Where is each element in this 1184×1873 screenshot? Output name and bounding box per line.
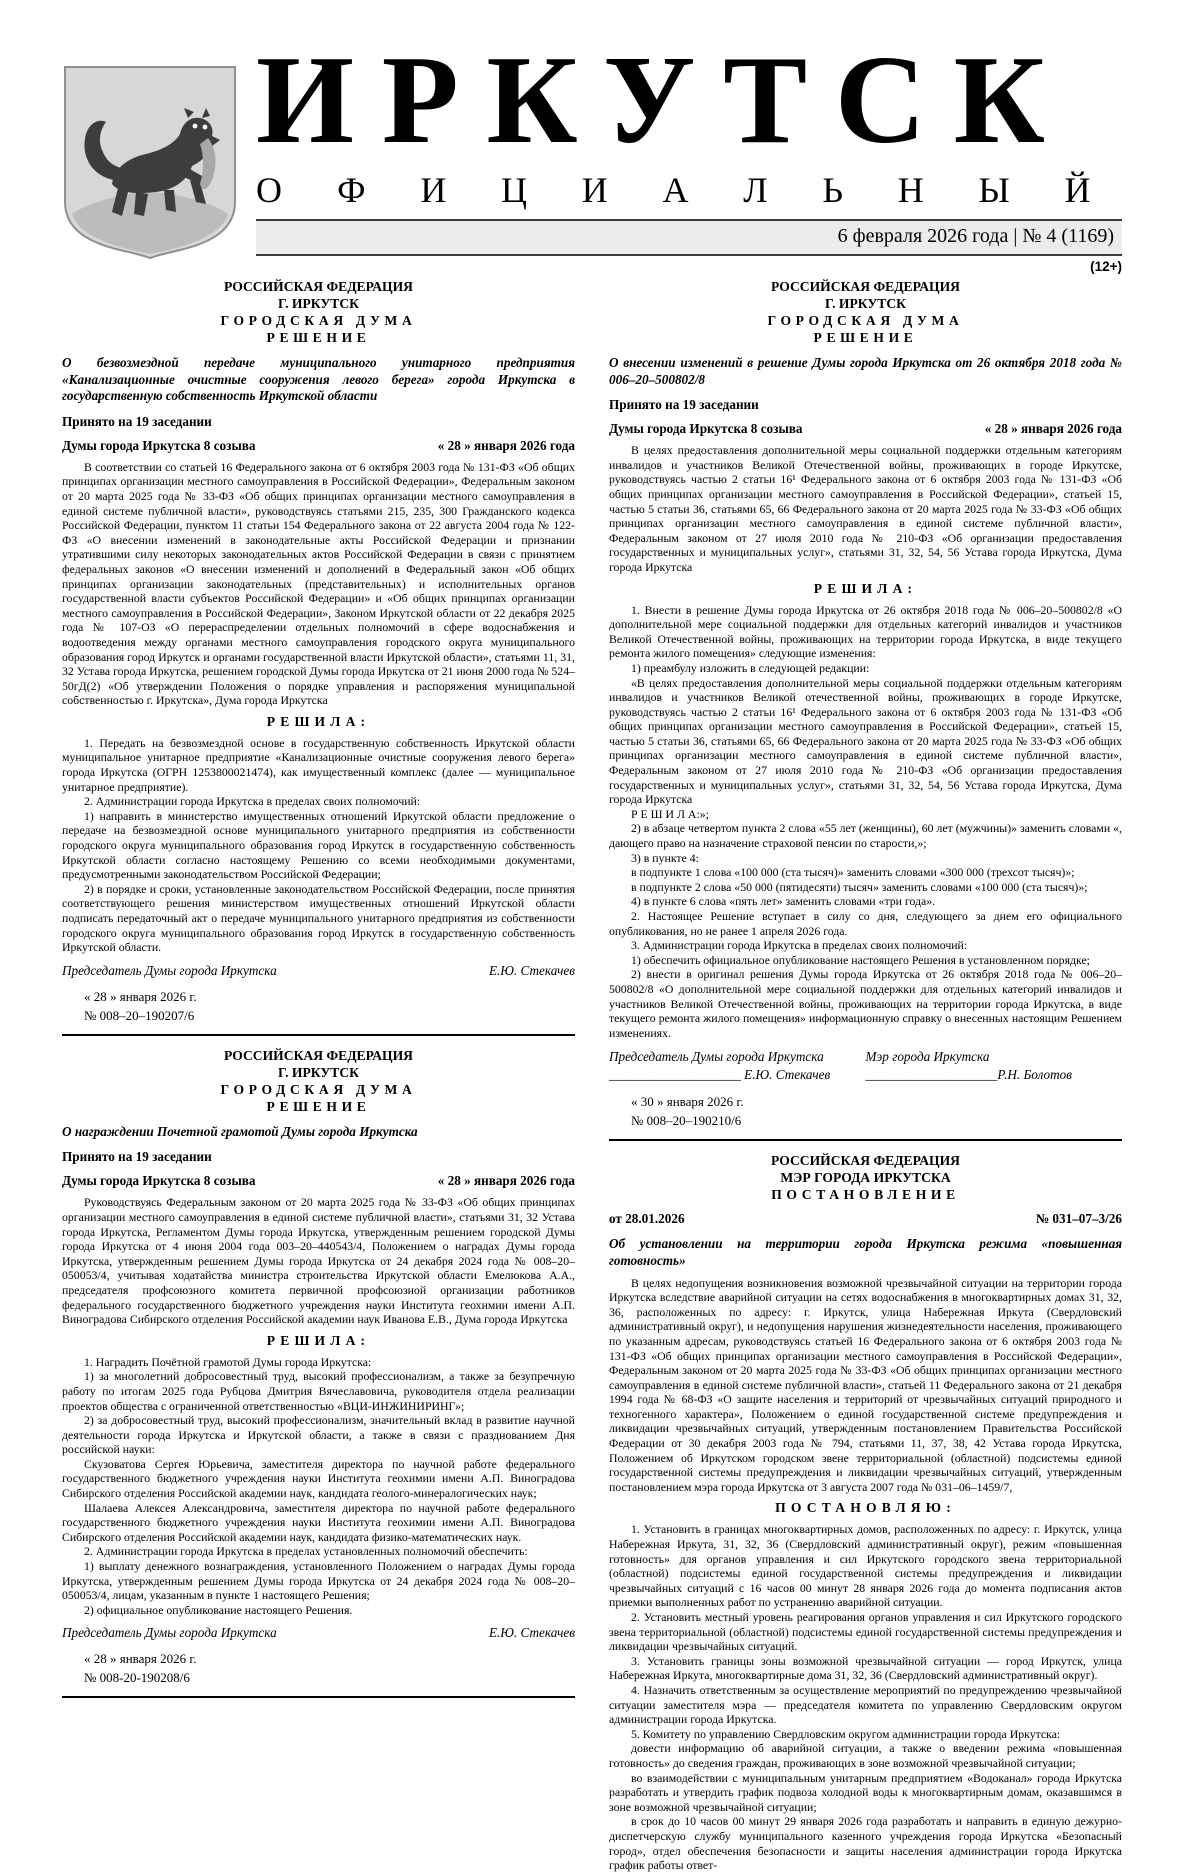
resolution-item: 1) за многолетний добросовестный труд, высокий профессионализм, а также за безупречную работу по итогам 2025 года Рубцова Дмитрия Вячеславовича, руководителя отдела реализации проектов общества с ограниченной ответственностью «ВЦИ-ИНЖИНИРИНГ»; bbox=[62, 1369, 575, 1413]
resolution-item: в подпункте 1 слова «100 000 (ста тысяч)» заменить словами «300 000 (трехсот тысяч)»; bbox=[631, 865, 1075, 880]
org-line: ГОРОДСКАЯ ДУМА bbox=[767, 313, 964, 328]
resolution-items bbox=[62, 1355, 575, 1618]
resolution-item: Шалаева Алексея Александровича, заместителя директора по научной работе федерального государственного бюджетного учреждения науки Института геохимии имени А.П. Виноградова Сибирского отделения Российской академии наук, кандидата физико-математических наук. bbox=[62, 1500, 575, 1544]
preamble-paragraph: В целях предоставления дополнительной меры социальной поддержки отдельным категориям инвалидов и участников Великой Отечественной войны, проживающих в городе Иркутске, руководствуясь частью 2 статьи 16¹ Федерального закона от 6 октября 2003 года № 131-ФЗ «Об общих принципах организации местного самоуправления в Российской Федерации», статьей 15, частью 5 статьи 36, статьями 65, 66 Федерального закона от 20 марта 2025 года № 33-ФЗ «Об общих принципах организации местного самоуправления в единой системе публичной власти», Федеральным законом от 27 июля 2010 года № 210-ФЗ «Об организации предоставления государственных и муниципальных услуг», статьями 31, 32, 54, 56 Устава города Иркутска, Дума города Иркутска bbox=[609, 443, 1122, 574]
content-columns bbox=[62, 278, 1122, 1873]
session-line bbox=[609, 421, 1122, 437]
article-org-block bbox=[609, 1152, 1122, 1203]
resolution-item: 3. Установить границы зоны возможной чрезвычайной ситуации — город Иркутск, улица Набережная Иркута, многоквартирные дома 31, 32, 36 (Свердловский административный округ). bbox=[609, 1653, 1122, 1683]
doc-date-block bbox=[84, 987, 575, 1025]
preamble-paragraph: Руководствуясь Федеральным законом от 20 марта 2025 года № 33-ФЗ «Об общих принципах организации местного самоуправления в единой системе публичной власти», статьями 31, 32 Устава города Иркутска, Регламентом Думы города Иркутска, утвержденным решением городской Думы города Иркутска от 4 июня 2004 года 003–20–440543/4, Положением о наградах Думы города Иркутска, утвержденным решением Думы города Иркутска от 24 декабря 2024 года № 008–20–050053/4, учитывая ходатайства министра строительства Иркутской области Емелюкова А.А., председателя профсоюзного комитета первичной профсоюзной организации работников федерального государственного бюджетного учреждения науки Института геохимии имени А.П. Виноградова Сибирского отделения Российской академии наук Иванова Е.В., Дума города Иркутска bbox=[62, 1195, 575, 1327]
doc-meta-line bbox=[609, 1211, 1122, 1227]
resolution-item: 1. Внести в решение Думы города Иркутска от 26 октября 2018 года № 006–20–500802/8 «О дополнительной мере социальной поддержки для отдельных категорий инвалидов и участников Великой Отечественной войны, проживающих на территории города Иркутска, в виде текущего ремонта жилого помещения» следующие изменения: bbox=[609, 602, 1122, 661]
resolution-item: 2. Установить местный уровень реагирования органов управления и сил Иркутского городского звена территориальной (областной) подсистемы единой государственной системы предупреждения и ликвидации чрезвычайных ситуаций. bbox=[609, 1610, 1122, 1654]
doc-title: О безвозмездной передаче муниципального унитарного предприятия «Канализационные очистные сооружения левого берега» города Иркутска в государственную собственность Иркутской области bbox=[62, 355, 575, 404]
resolution-item: 1) выплату денежного вознаграждения, установленного Положением о наградах Думы города Иркутска, утвержденным решением Думы города Иркутска от 24 декабря 2024 года № 008–20–050053/4, лицам, указанным в пункте 1 настоящего Решения; bbox=[62, 1559, 575, 1603]
org-line: МЭР ГОРОДА ИРКУТСКА bbox=[780, 1170, 951, 1186]
resolution-item: 2. Администрации города Иркутска в пределах установленных полномочий обеспечить: bbox=[84, 1544, 528, 1559]
resolution-item: Р Е Ш И Л А:»; bbox=[631, 806, 709, 821]
resolution-item: 2. Администрации города Иркутска в пределах своих полномочий: bbox=[84, 794, 421, 809]
org-line: ГОРОДСКАЯ ДУМА bbox=[220, 313, 417, 328]
resolution-items bbox=[609, 603, 1122, 1041]
org-line: Г. ИРКУТСК bbox=[277, 1064, 360, 1080]
resolution-item: в срок до 10 часов 00 минут 29 января 2026 года разработать и направить в единую дежурно-диспетчерскую службу муниципального казенного учреждения города Иркутска «Безопасный город», отдел обеспечения безопасности и защиты населения администрации города Иркутска график работы ответ- bbox=[609, 1814, 1122, 1873]
masthead-title: ИРКУТСК bbox=[256, 31, 1073, 170]
column-left bbox=[62, 278, 575, 1873]
org-line: ПОСТАНОВЛЕНИЕ bbox=[771, 1187, 960, 1203]
session-line bbox=[62, 438, 575, 454]
resolution-item: 1) обеспечить официальное опубликование настоящего Решения в установленном порядке; bbox=[631, 952, 1090, 967]
signature-name: Е.Ю. Стекачев bbox=[488, 1625, 575, 1641]
article-decision-amendment bbox=[609, 278, 1122, 1141]
doc-number: № 008–20–190207/6 bbox=[84, 1007, 195, 1023]
org-line: РЕШЕНИЕ bbox=[266, 1098, 371, 1114]
doc-from-date: от 28.01.2026 bbox=[609, 1211, 685, 1227]
article-divider bbox=[62, 1034, 575, 1036]
resolution-item: Скузоватова Сергея Юрьевича, заместителя директора по научной работе федерального государственного бюджетного учреждения науки Института геохимии имени А.П. Виноградова Сибирского отделения Российской академии наук, кандидата геолого-минералогических наук; bbox=[62, 1456, 575, 1501]
resolution-item: 2) в порядке и сроки, установленные законодательством Российской Федерации, после принятия соответствующего решения министерством имущественных отношений Иркутской области подписать передаточный акт о передаче муниципального унитарного предприятия из собственности городского округа муниципального образования город Иркутск в государственную собственность Иркутской области. bbox=[62, 881, 575, 955]
doc-date: « 28 » января 2026 г. bbox=[84, 988, 197, 1004]
article-divider bbox=[609, 1139, 1122, 1141]
resolution-item: довести информацию об аварийной ситуации, а также о введении режима «повышенная готовность» до сведения граждан, проживающих в зоне возможной чрезвычайной ситуации; bbox=[609, 1741, 1122, 1770]
resolution-item: 2. Настоящее Решение вступает в силу со дня, следующего за днем его официального опубликования, но не ранее 1 апреля 2026 года. bbox=[609, 909, 1122, 938]
signature-name: ____________________Р.Н. Болотов bbox=[865, 1067, 1072, 1083]
doc-title: О внесении изменений в решение Думы города Иркутска от 26 октября 2018 года № 006–20–500802/8 bbox=[609, 355, 1122, 387]
doc-date-block bbox=[84, 1649, 575, 1687]
article-body bbox=[609, 443, 1122, 574]
resolution-item: 2) внести в оригинал решения Думы города Иркутска от 26 октября 2018 года № 006–20–500802/8 «О дополнительной мере социальной поддержки для отдельных категорий инвалидов и участников Великой Отечественной войны, проживающих на территории города Иркутска, в виде текущего ремонта жилого помещения» информационную справку о внесенных настоящим Решением изменениях. bbox=[609, 967, 1122, 1040]
resolution-items bbox=[609, 1522, 1122, 1872]
masthead-subtitle: ОФИЦИАЛЬНЫЙ bbox=[256, 170, 1146, 210]
signature-mayor bbox=[866, 1048, 1123, 1084]
doc-number: № 031–07–3/26 bbox=[1035, 1211, 1122, 1227]
article-body bbox=[62, 1195, 575, 1326]
irkutsk-crest-babr-icon bbox=[62, 64, 238, 260]
resolution-items bbox=[62, 736, 575, 955]
resolution-item: 1) направить в министерство имущественных отношений Иркутской области предложение о передаче на безвозмездной основе муниципального унитарного предприятия из собственности городского округа муниципального образования город Иркутск в государственную собственность Иркутской области согласно настоящему Решению со всеми необходимыми документами, предусмотренными законодательством Российской Федерации; bbox=[62, 808, 575, 882]
doc-number: № 008–20–190210/6 bbox=[631, 1113, 742, 1129]
adopted-line: Принято на 19 заседании bbox=[609, 397, 759, 413]
doc-title: Об установлении на территории города Иркутска режима «повышенная готовность» bbox=[609, 1236, 1122, 1268]
signature-title: Председатель Думы города Иркутска bbox=[62, 1625, 277, 1641]
signature-line bbox=[62, 963, 575, 979]
signature-line bbox=[62, 1625, 575, 1641]
session-body: Думы города Иркутска 8 созыва bbox=[62, 1173, 256, 1189]
resolution-item: 2) официальное опубликование настоящего Решения. bbox=[84, 1602, 353, 1617]
org-line: РОССИЙСКАЯ ФЕДЕРАЦИЯ bbox=[771, 279, 960, 294]
resolution-item: 3. Администрации города Иркутска в пределах своих полномочий: bbox=[631, 938, 968, 953]
issue-date-bar: 6 февраля 2026 года | № 4 (1169) bbox=[256, 219, 1122, 256]
article-org-block bbox=[609, 278, 1122, 346]
resolution-item: 2) в абзаце четвертом пункта 2 слова «55 лет (женщины), 60 лет (мужчины)» заменить словами «, дающего право на назначение страховой пенсии по старости,»; bbox=[609, 821, 1122, 851]
doc-date-block bbox=[631, 1092, 1122, 1130]
article-org-block bbox=[62, 278, 575, 346]
resolution-item: 4. Назначить ответственным за осуществление мероприятий по предупреждению чрезвычайной ситуации заместителя мэра — председателя комитета по управлению Свердловским округом администрации города Иркутска. bbox=[609, 1682, 1122, 1727]
org-line: Г. ИРКУТСК bbox=[824, 296, 907, 311]
org-line: РОССИЙСКАЯ ФЕДЕРАЦИЯ bbox=[224, 279, 413, 294]
article-org-block bbox=[62, 1047, 575, 1115]
article-body bbox=[609, 1276, 1122, 1495]
adopted-line: Принято на 19 заседании bbox=[62, 413, 212, 429]
resolution-item: 1. Наградить Почётной грамотой Думы города Иркутска: bbox=[84, 1354, 372, 1369]
article-mayor-resolution bbox=[609, 1152, 1122, 1872]
resolution-item: 5. Комитету по управлению Свердловским округом администрации города Иркутска: bbox=[631, 1726, 1061, 1741]
resolution-heading: РЕШИЛА: bbox=[266, 713, 371, 729]
signature-chairman bbox=[609, 1048, 866, 1084]
doc-number: № 008-20-190208/6 bbox=[84, 1670, 190, 1686]
resolution-item: в подпункте 2 слова «50 000 (пятидесяти) тысяч» заменить словами «100 000 (ста тысяч)»; bbox=[631, 879, 1088, 894]
org-line: РОССИЙСКАЯ ФЕДЕРАЦИЯ bbox=[771, 1153, 960, 1169]
resolution-item: 3) в пункте 4: bbox=[631, 850, 699, 865]
resolution-item: 1. Передать на безвозмездной основе в государственную собственность Иркутской области муниципальное унитарное предприятие «Канализационные очистные сооружения левого берега» города Иркутска (ОГРН 1253800021474), как имущественный комплекс (далее — муниципальное унитарное предприятие). bbox=[62, 735, 575, 794]
org-line: ГОРОДСКАЯ ДУМА bbox=[220, 1081, 417, 1097]
signature-name: Е.Ю. Стекачев bbox=[488, 962, 575, 978]
article-divider bbox=[62, 1696, 575, 1698]
signature-name: ____________________ Е.Ю. Стекачев bbox=[609, 1067, 831, 1083]
article-body bbox=[62, 460, 575, 708]
resolution-heading: РЕШИЛА: bbox=[813, 580, 918, 596]
session-line bbox=[62, 1173, 575, 1189]
signature-two-column bbox=[609, 1048, 1122, 1084]
session-body: Думы города Иркутска 8 созыва bbox=[62, 437, 256, 453]
resolution-item: во взаимодействии с муниципальным унитарным предприятием «Водоканал» города Иркутска разработать и утвердить график подвоза холодной воды к многоквартирным домам, оказавшимся в зоне возможной чрезвычайной ситуации; bbox=[609, 1770, 1122, 1814]
signature-title: Председатель Думы города Иркутска bbox=[62, 962, 277, 978]
coat-of-arms-icon bbox=[62, 64, 238, 260]
session-date: « 28 » января 2026 года bbox=[437, 437, 575, 453]
org-line: Г. ИРКУТСК bbox=[277, 296, 360, 311]
resolution-heading: РЕШИЛА: bbox=[266, 1332, 371, 1348]
org-line: РЕШЕНИЕ bbox=[813, 330, 918, 345]
signature-title: Мэр города Иркутска bbox=[865, 1049, 990, 1065]
session-date: « 28 » января 2026 года bbox=[437, 1173, 575, 1189]
preamble-paragraph: В целях недопущения возникновения возможной чрезвычайной ситуации на территории города Иркутска вследствие аварийной ситуации на сетях водоснабжения в многоквартирных домах 31, 32, 36, расположенных по адресу: г. Иркутск, улица Набережная Иркута (Свердловский административный округ), и недопущения нарушения жизнедеятельности населения, проживающего по указанным адресам, руководствуясь статьей 16 Федерального закона от 6 октября 2003 года № 131-ФЗ «Об общих принципах организации местного самоуправления в Российской Федерации», Федеральным законом от 20 марта 2025 года № 33-ФЗ «Об общих принципах организации местного самоуправления в единой системе публичной власти», статьей 11 Федерального закона от 21 декабря 1994 года № 68-ФЗ «О защите населения и территорий от чрезвычайных ситуаций природного и техногенного характера», Положением о единой государственной системе предупреждения и ликвидации чрезвычайных ситуаций, утвержденным постановлением Правительства Российской Федерации от 30 декабря 2003 года № 794, статьями 11, 37, 38, 42 Устава города Иркутска, Положением об Иркутском городском звене территориальной (областной) подсистемы единой государственной системы предупреждения и ликвидации чрезвычайных ситуаций, утвержденным постановлением мэра города Иркутска от 3 августа 2007 года № 031–06–1459/7, bbox=[609, 1275, 1122, 1494]
signature-title: Председатель Думы города Иркутска bbox=[609, 1049, 824, 1065]
doc-date: « 28 » января 2026 г. bbox=[84, 1651, 197, 1667]
age-rating: (12+) bbox=[1090, 259, 1122, 274]
session-date: « 28 » января 2026 года bbox=[984, 421, 1122, 437]
doc-date: « 30 » января 2026 г. bbox=[631, 1094, 744, 1110]
article-decision-transfer bbox=[62, 278, 575, 1036]
adopted-line: Принято на 19 заседании bbox=[62, 1149, 212, 1165]
column-right bbox=[609, 278, 1122, 1873]
resolution-item: 1) преамбулу изложить в следующей редакции: bbox=[631, 660, 870, 675]
session-body: Думы города Иркутска 8 созыва bbox=[609, 421, 803, 437]
resolution-item: 4) в пункте 6 слова «пять лет» заменить словами «три года». bbox=[631, 894, 936, 909]
resolution-heading: ПОСТАНОВЛЯЮ: bbox=[775, 1500, 956, 1516]
preamble-paragraph: В соответствии со статьей 16 Федерального закона от 6 октября 2003 года № 131-ФЗ «Об общих принципах организации местного самоуправления в Российской Федерации», Федеральным законом от 20 марта 2025 года № 33-ФЗ «Об общих принципах организации местного самоуправления в единой системе публичной власти», руководствуясь статьями 215, 235, 300 Гражданского кодекса Российской Федерации, пунктом 11 статьи 154 Федерального закона от 22 августа 2004 года № 122-ФЗ «О внесении изменений в законодательные акты Российской Федерации и признании утратившими силу некоторых законодательных актов Российской Федерации в связи с принятием федеральных законов «О внесении изменений и дополнений в Федеральный закон «Об общих принципах организации законодательных (представительных) и исполнительных органов государственной власти субъектов Российской Федерации» и «Об общих принципах организации местного самоуправления в Российской Федерации», Законом Иркутской области от 22 декабря 2025 года № 107-ОЗ «О перераспределении отдельных полномочий в сфере водоснабжения и водоотведения между органами местного самоуправления городского округа муниципального образования город Иркутск и органами государственной власти Иркутской области», статьями 11, 31, 32 Устава города Иркутска, решением городской Думы города Иркутска от 21 июня 2000 года № 524–50гД(2) «Об утверждении Положения о порядке управления и распоряжения муниципальной собственностью г. Иркутска», Дума города Иркутска bbox=[62, 459, 575, 708]
masthead bbox=[256, 0, 1146, 274]
org-line: РОССИЙСКАЯ ФЕДЕРАЦИЯ bbox=[224, 1047, 413, 1063]
doc-title: О награждении Почетной грамотой Думы города Иркутска bbox=[62, 1123, 418, 1139]
org-line: РЕШЕНИЕ bbox=[266, 330, 371, 345]
resolution-item: 1. Установить в границах многоквартирных домов, расположенных по адресу: г. Иркутск, улица Набережная Иркута, 31, 32, 36 (Свердловский административный округ), режим «повышенная готовность» для органов управления и сил Иркутского городского звена территориальной (областной) подсистемы единой государственной системы предупреждения и ликвидации чрезвычайных ситуаций с 16 часов 00 минут 28 января 2026 года до момента подписания актов приемки выполненных работ по устранению аварийной ситуации. bbox=[609, 1522, 1122, 1610]
resolution-item: 2) за добросовестный труд, высокий профессионализм, значительный вклад в развитие научной деятельности города Иркутска и Иркутской области, а также в связи с празднованием Дня российской науки: bbox=[62, 1413, 575, 1457]
article-decision-award bbox=[62, 1047, 575, 1699]
resolution-item: «В целях предоставления дополнительной меры социальной поддержки отдельным категориям инвалидов и участников Великой отечественной войны, проживающих в городе Иркутске, руководствуясь частью 2 статьи 16¹ Федерального закона от 6 октября 2003 года № 131-ФЗ «Об общих принципах организации местного самоуправления в Российской Федерации», статьей 15, частью 5 статьи 36, статьями 65, 66 Федерального закона от 20 марта 2025 года № 33-ФЗ «Об общих принципах организации местного самоуправления в единой системе публичной власти», Федеральным законом от 27 июля 2010 года № 210-ФЗ «Об организации предоставления государственных и муниципальных услуг», статьями 31, 32, 54, 56 Устава города Иркутска, Дума города Иркутска bbox=[609, 675, 1122, 807]
